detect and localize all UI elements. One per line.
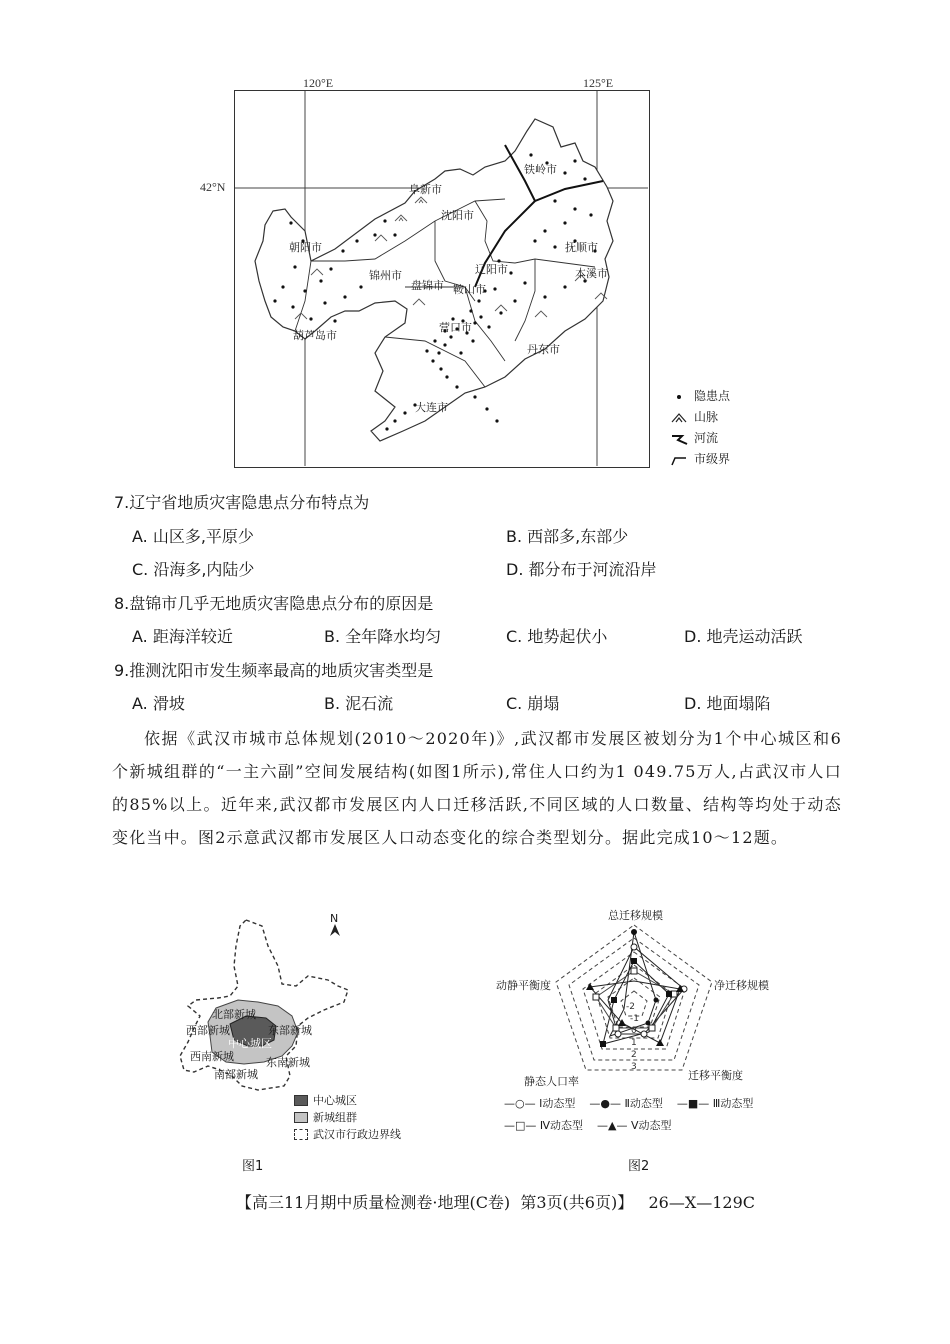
legend-item-type-3: —■— Ⅲ动态型 [676,1097,754,1110]
city-label-fuxin: 阜新市 [409,183,442,196]
legend-label: 市级界 [694,452,731,466]
city-label-dandong: 丹东市 [527,343,560,356]
city-label-fushun: 抚顺市 [565,241,598,254]
district-label-east: 东部新城 [268,1024,312,1037]
figure-1-caption: 图1 [242,1159,264,1174]
q9-option-a[interactable]: A. 滑坡 [132,694,185,713]
boundary-line-icon [670,453,688,467]
q7-option-d[interactable]: D. 都分布于河流沿岸 [506,560,657,579]
footer-title: 【高三11月期中质量检测卷·地理(C卷) [236,1193,511,1212]
figure-1-wuhan-map [178,906,428,1166]
liaoning-hazard-map [234,90,650,468]
q9-option-b[interactable]: B. 泥石流 [324,694,394,713]
axis-label-total-migration: 总迁移规模 [608,909,663,922]
city-label-chaoyang: 朝阳市 [289,241,322,254]
city-label-dalian: 大连市 [415,401,448,414]
dot-icon [670,390,688,404]
footer-page: 第3页(共6页)】 [520,1193,634,1212]
axis-label-net-migration: 净迁移规模 [714,979,769,992]
passage-text: 依据《武汉市城市总体规划(2010～2020年)》,武汉都市发展区被划分为1个中心城区和6个新城组群的“一主六副”空间发展结构(如图1所示),常住人口约为1 049.75万人,占武汉市人口的85%以上。近年来,武汉都市发展区内人口迁移活跃,不同区域的人口数量、结构等均处于动态变化当中。图2示意武汉都市发展区人口动态变化的综合类型划分。据此完成10～12题。 [112,729,842,847]
legend-item-new-town: 新城组群 [294,1109,401,1126]
city-label-benxi: 本溪市 [575,267,608,280]
scale-label: -1 [630,1014,639,1024]
page-footer [236,1190,755,1213]
city-label-shenyang: 沈阳市 [441,209,474,222]
q8-option-a[interactable]: A. 距海洋较近 [132,627,233,646]
city-label-yingkou: 营口市 [439,321,472,334]
district-label-center: 中心城区 [228,1037,272,1050]
legend-item-type-1: —○— Ⅰ动态型 [504,1097,576,1110]
district-label-southwest: 西南新城 [190,1050,234,1063]
axis-label-static-population: 静态人口率 [524,1075,579,1088]
latitude-label-42: 42°N [200,180,226,194]
figure-2-radar-chart [490,905,780,1145]
swatch-icon [294,1095,308,1106]
city-label-liaoyang: 辽阳市 [475,263,508,276]
passage [112,722,842,854]
north-arrow-icon [330,924,340,936]
legend-item-hazard [670,386,730,407]
radar-graphic [490,905,780,1085]
q8-option-b[interactable]: B. 全年降水均匀 [324,627,442,646]
legend-item-type-2: —●— Ⅱ动态型 [589,1097,663,1110]
mountain-icon [670,411,688,425]
scale-label: 2 [631,1050,637,1060]
question-7-stem: 7.辽宁省地质灾害隐患点分布特点为 [114,493,370,512]
scale-label: -2 [626,1002,635,1012]
longitude-label-120: 120°E [303,76,334,90]
legend-item-river [670,428,730,449]
city-label-tieling: 铁岭市 [524,163,557,176]
legend-item-mountain [670,407,730,428]
footer-code: 26—X—129C [648,1193,756,1212]
legend-label: 山脉 [694,410,719,424]
figure-1-legend [294,1092,401,1143]
longitude-label-125: 125°E [583,76,614,90]
city-label-panjin: 盘锦市 [411,279,444,292]
scale-label: 1 [631,1038,637,1048]
swatch-icon [294,1112,308,1123]
scale-label: 0 [631,1026,637,1036]
city-label-anshan: 鞍山市 [453,283,486,296]
dashed-box-icon [294,1129,308,1140]
legend-item-boundary [670,449,730,470]
q9-option-d[interactable]: D. 地面塌陷 [684,694,771,713]
legend-label: 河流 [694,431,719,445]
radar-legend [504,1093,784,1137]
city-label-huludao: 葫芦岛市 [293,329,337,342]
q8-option-d[interactable]: D. 地壳运动活跃 [684,627,803,646]
legend-item-type-4: —□— Ⅳ动态型 [504,1119,584,1132]
question-9-stem: 9.推测沈阳市发生频率最高的地质灾害类型是 [114,661,434,680]
legend-label: 隐患点 [694,389,731,403]
city-label-jinzhou: 锦州市 [369,269,402,282]
district-label-west: 西部新城 [186,1024,230,1037]
q7-option-a[interactable]: A. 山区多,平原少 [132,527,254,546]
q8-option-c[interactable]: C. 地势起伏小 [506,627,608,646]
axis-label-migration-balance: 迁移平衡度 [688,1069,743,1082]
legend-item-center: 中心城区 [294,1092,401,1109]
q7-option-b[interactable]: B. 西部多,东部少 [506,527,629,546]
figure-2-caption: 图2 [628,1159,650,1174]
river-icon [670,432,688,446]
district-label-southeast: 东南新城 [266,1056,310,1069]
legend-item-boundary: 武汉市行政边界线 [294,1126,401,1143]
north-label: N [330,912,339,925]
question-8-stem: 8.盘锦市几乎无地质灾害隐患点分布的原因是 [114,594,434,613]
map-legend [670,386,730,470]
scale-label: 3 [631,1062,637,1072]
axis-label-dynamic-static-balance: 动静平衡度 [496,979,551,992]
district-label-north: 北部新城 [212,1008,256,1021]
q7-option-c[interactable]: C. 沿海多,内陆少 [132,560,255,579]
district-label-south: 南部新城 [214,1068,258,1081]
q9-option-c[interactable]: C. 崩塌 [506,694,560,713]
legend-item-type-5: —▲— Ⅴ动态型 [597,1119,672,1132]
